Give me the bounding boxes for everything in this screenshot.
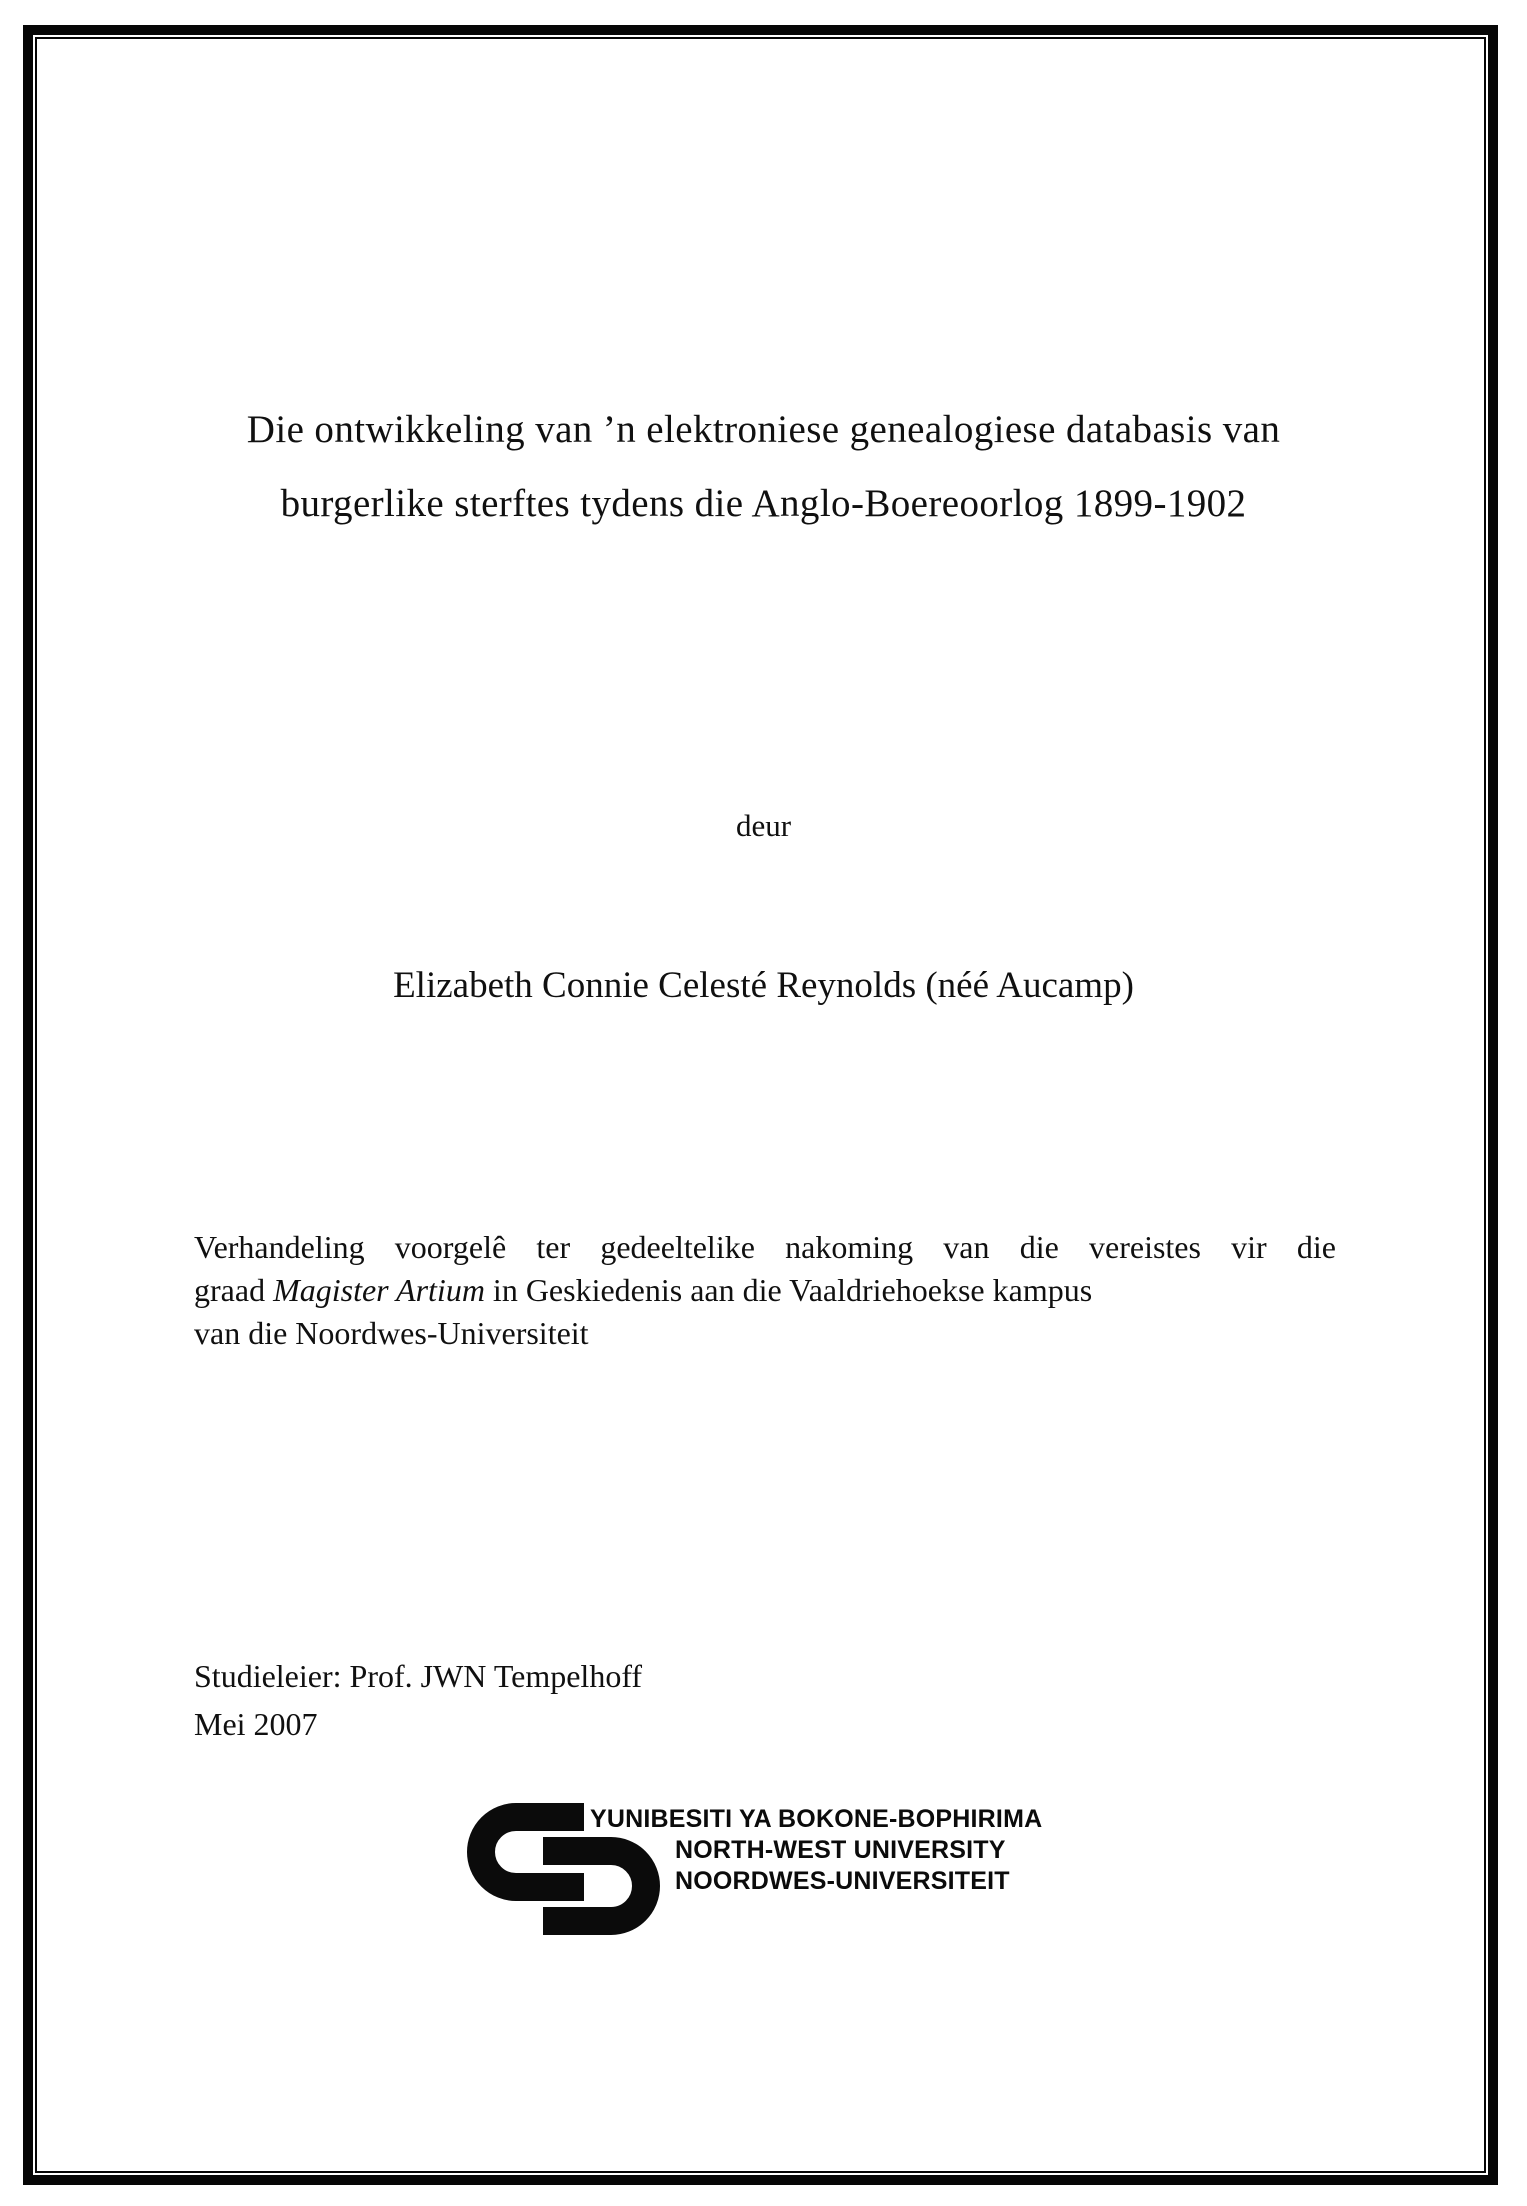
logo-text-english: NORTH-WEST UNIVERSITY [675,1836,1006,1864]
thesis-statement [194,1226,1336,1355]
statement-line-2-post: in Geskiedenis aan die Vaaldriehoekse kampus [484,1272,1093,1308]
thesis-title-line-2: burgerlike sterftes tydens die Anglo-Boereoorlog 1899-1902 [280,482,1247,525]
date-line: Mei 2007 [194,1706,318,1742]
thesis-statement-line-2 [194,1269,1336,1312]
thesis-title-line-1: Die ontwikkeling van ’n elektroniese genealogiese databasis van [246,408,1281,451]
byline-deur: deur [735,808,792,843]
statement-line-2-pre: graad [194,1272,274,1308]
university-logo-block [462,1798,1162,1948]
supervisor-line: Studieleier: Prof. JWN Tempelhoff [194,1658,643,1694]
thesis-statement-line-1: Verhandeling voorgelê ter gedeeltelike nakoming van die vereistes vir die [194,1229,1336,1265]
statement-degree-italic: Magister Artium [273,1272,485,1308]
university-logo-text [590,1804,1042,1897]
logo-text-afrikaans: NOORDWES-UNIVERSITEIT [675,1867,1010,1895]
thesis-title [0,393,1527,541]
author-name: Elizabeth Connie Celesté Reynolds (néé Aucamp) [393,965,1134,1006]
thesis-statement-line-3: van die Noordwes-Universiteit [194,1315,589,1351]
logo-text-setswana: YUNIBESITI YA BOKONE-BOPHIRIMA [590,1805,1043,1833]
supervisor-and-date [194,1652,642,1748]
